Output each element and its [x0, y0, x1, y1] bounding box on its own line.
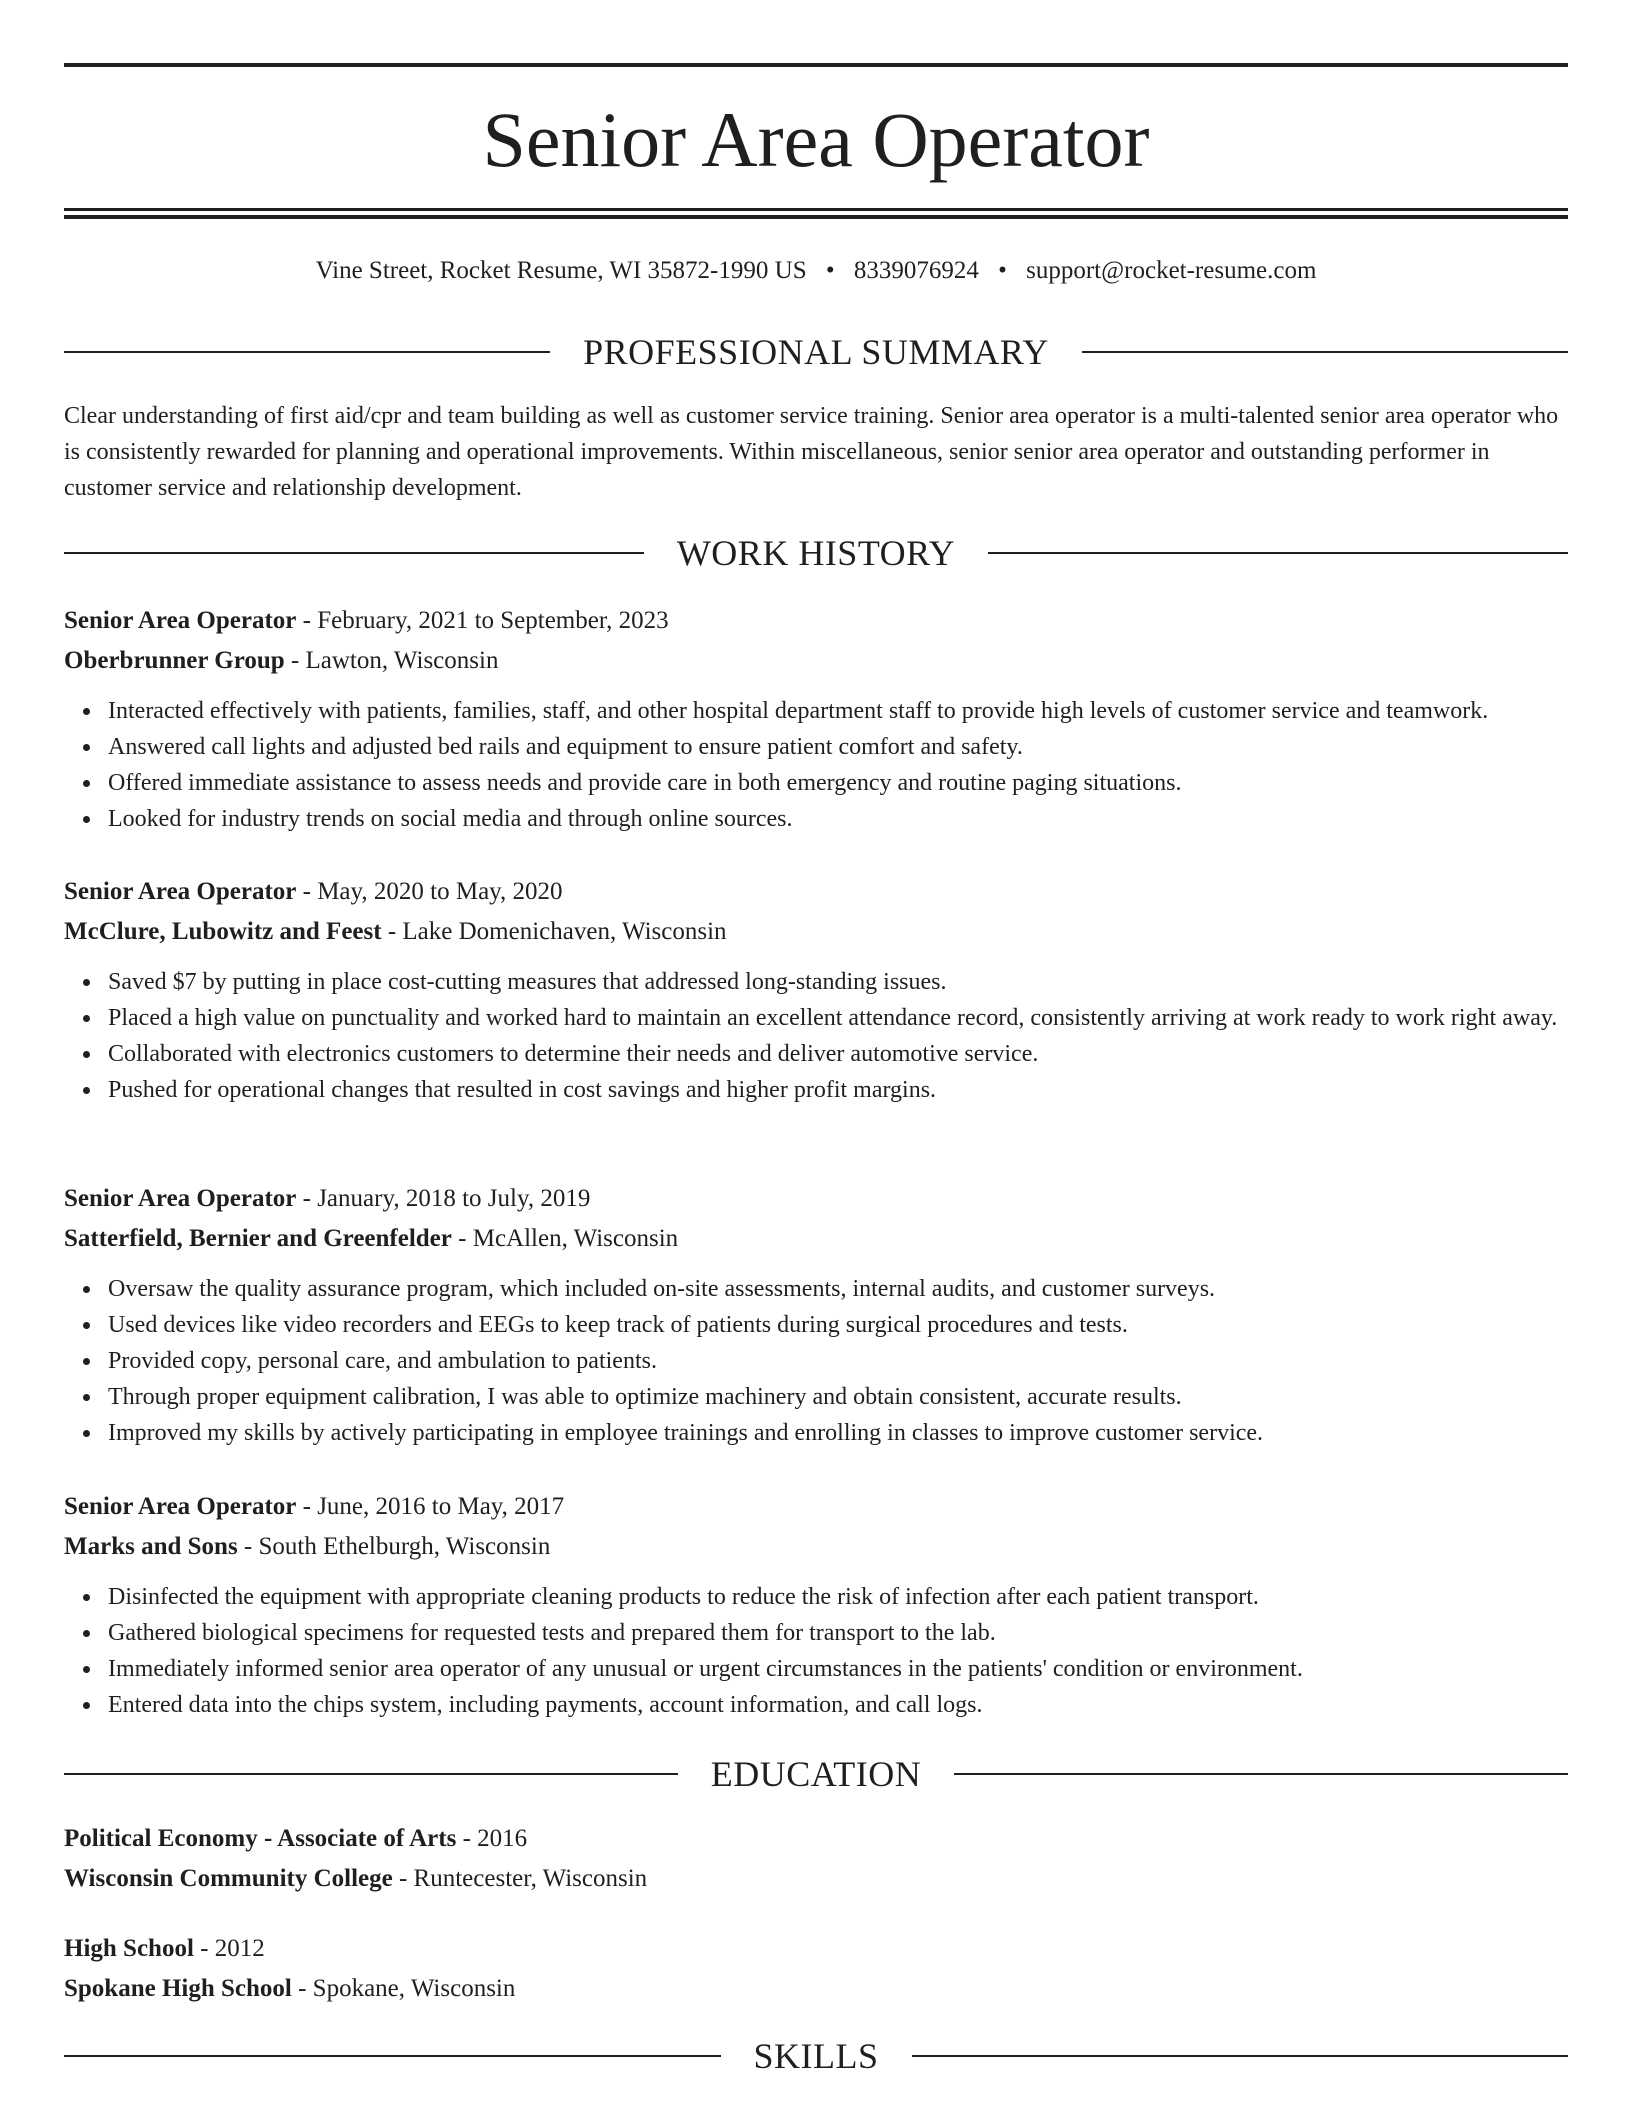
education-location: - Spokane, Wisconsin [291, 1975, 516, 2002]
job-title-line [64, 601, 1568, 641]
job-company: Marks and Sons [64, 1533, 238, 1560]
job-company: Satterfield, Bernier and Greenfelder [64, 1225, 452, 1252]
education-section-header [64, 1752, 1568, 1796]
section-rule-left [64, 2055, 721, 2057]
education-school-line [64, 1969, 1568, 2009]
section-rule-left [64, 552, 644, 554]
job-entry [64, 872, 1568, 1108]
education-school-line [64, 1859, 1568, 1899]
contact-separator: • [825, 257, 835, 284]
education-school: Spokane High School [64, 1975, 292, 2002]
work-section-header [64, 531, 1568, 575]
contact-line [64, 254, 1568, 288]
job-bullet: Placed a high value on punctuality and worked hard to maintain an excellent attendance record, consistently arriving at work ready to work right away. [108, 1000, 1568, 1036]
summary-section-header [64, 330, 1568, 374]
job-company-line [64, 641, 1568, 681]
job-bullet: Answered call lights and adjusted bed rails and equipment to ensure patient comfort and safety. [108, 729, 1568, 765]
job-location: - McAllen, Wisconsin [451, 1225, 679, 1252]
job-dates: - June, 2016 to May, 2017 [296, 1493, 565, 1520]
job-bullet: Pushed for operational changes that resulted in cost savings and higher profit margins. [108, 1072, 1568, 1108]
job-bullet: Through proper equipment calibration, I was able to optimize machinery and obtain consistent, accurate results. [108, 1379, 1568, 1415]
job-entry [64, 1179, 1568, 1451]
job-bullets [64, 1579, 1568, 1723]
contact-phone: 8339076924 [853, 257, 979, 284]
job-title: Senior Area Operator [64, 1185, 297, 1212]
job-bullet: Disinfected the equipment with appropriate cleaning products to reduce the risk of infection after each patient transport. [108, 1579, 1568, 1615]
job-bullet: Gathered biological specimens for requested tests and prepared them for transport to the lab. [108, 1615, 1568, 1651]
education-year: - 2016 [456, 1825, 528, 1852]
job-title: Senior Area Operator [64, 1493, 297, 1520]
job-bullet: Collaborated with electronics customers to determine their needs and deliver automotive service. [108, 1036, 1568, 1072]
job-company-line [64, 1527, 1568, 1567]
education-entry [64, 1929, 1568, 2009]
section-rule-right [954, 1773, 1568, 1775]
education-entry [64, 1819, 1568, 1899]
section-rule-right [988, 552, 1568, 554]
section-rule-left [64, 1773, 678, 1775]
education-degree: Political Economy - Associate of Arts [64, 1825, 457, 1852]
job-entry [64, 601, 1568, 837]
education-heading: EDUCATION [710, 1754, 922, 1794]
job-bullet: Improved my skills by actively participating in employee trainings and enrolling in classes to improve customer service. [108, 1415, 1568, 1451]
job-bullets [64, 693, 1568, 837]
job-bullet: Entered data into the chips system, including payments, account information, and call logs. [108, 1687, 1568, 1723]
job-company: Oberbrunner Group [64, 647, 285, 674]
job-bullet: Saved $7 by putting in place cost-cutting measures that addressed long-standing issues. [108, 964, 1568, 1000]
job-bullet: Interacted effectively with patients, families, staff, and other hospital department staff to provide high levels of customer service and teamwork. [108, 693, 1568, 729]
summary-text: Clear understanding of first aid/cpr and team building as well as customer service training. Senior area operator is a multi-talented senior area operator who is consistently rewarded for planning and operational improvements. Within miscellaneous, senior senior area operator and outstanding performer in customer service and relationship development. [64, 403, 1559, 501]
page-title: Senior Area Operator [482, 96, 1150, 183]
contact-separator: • [998, 257, 1007, 284]
skills-heading: SKILLS [753, 2036, 879, 2076]
job-dates: - May, 2020 to May, 2020 [296, 878, 563, 905]
job-bullet: Offered immediate assistance to assess needs and provide care in both emergency and routine paging situations. [108, 765, 1568, 801]
job-title-line [64, 1487, 1568, 1527]
job-dates: - January, 2018 to July, 2019 [296, 1185, 591, 1212]
title-double-rule [64, 208, 1568, 219]
work-heading: WORK HISTORY [676, 533, 956, 573]
education-degree: High School [64, 1935, 194, 1962]
section-rule-right [1082, 351, 1568, 353]
education-degree-line [64, 1929, 1568, 1969]
job-bullet: Immediately informed senior area operator of any unusual or urgent circumstances in the patients' condition or environment. [108, 1651, 1568, 1687]
contact-address: Vine Street, Rocket Resume, WI 35872-1990 US [315, 257, 807, 284]
education-degree-line [64, 1819, 1568, 1859]
job-company: McClure, Lubowitz and Feest [64, 918, 382, 945]
job-bullet: Used devices like video recorders and EEGs to keep track of patients during surgical procedures and tests. [108, 1307, 1568, 1343]
section-rule-right [912, 2055, 1569, 2057]
job-title: Senior Area Operator [64, 607, 297, 634]
job-title: Senior Area Operator [64, 878, 297, 905]
top-rule [64, 63, 1568, 67]
job-bullets [64, 1271, 1568, 1451]
contact-email: support@rocket-resume.com [1026, 257, 1317, 284]
job-bullet: Oversaw the quality assurance program, which included on-site assessments, internal audits, and customer surveys. [108, 1271, 1568, 1307]
education-school: Wisconsin Community College [64, 1865, 393, 1892]
job-bullet: Provided copy, personal care, and ambulation to patients. [108, 1343, 1568, 1379]
job-bullets [64, 964, 1568, 1108]
job-entry [64, 1487, 1568, 1723]
section-rule-left [64, 351, 550, 353]
job-title-line [64, 872, 1568, 912]
job-bullet: Looked for industry trends on social media and through online sources. [108, 801, 1568, 837]
job-location: - South Ethelburgh, Wisconsin [237, 1533, 551, 1560]
job-location: - Lake Domenichaven, Wisconsin [381, 918, 727, 945]
job-company-line [64, 912, 1568, 952]
education-location: - Runtecester, Wisconsin [392, 1865, 648, 1892]
job-location: - Lawton, Wisconsin [284, 647, 499, 674]
summary-heading: PROFESSIONAL SUMMARY [583, 332, 1049, 372]
job-dates: - February, 2021 to September, 2023 [296, 607, 669, 634]
job-title-line [64, 1179, 1568, 1219]
job-company-line [64, 1219, 1568, 1259]
skills-section-header [64, 2034, 1568, 2078]
education-year: - 2012 [193, 1935, 265, 1962]
